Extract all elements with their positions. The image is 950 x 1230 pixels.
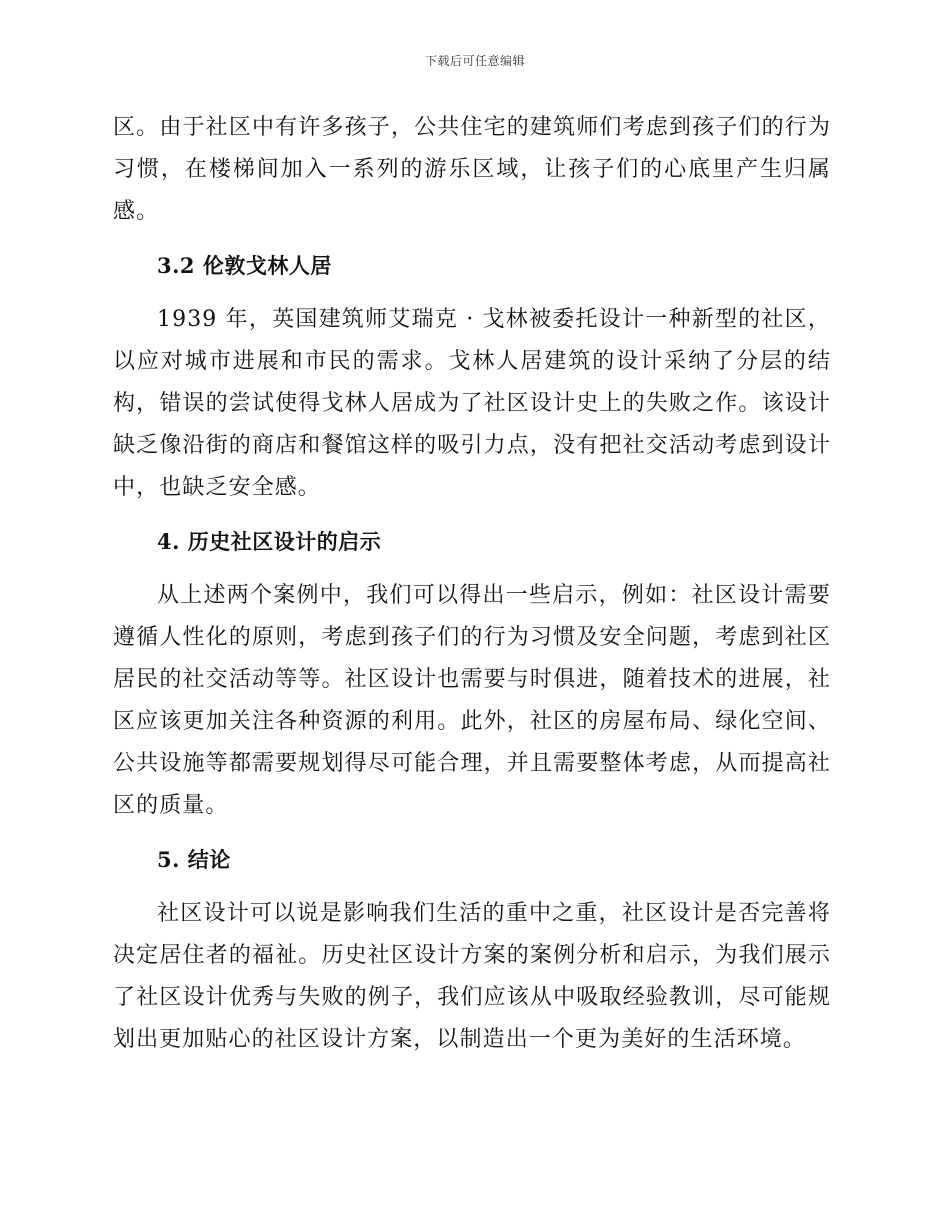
paragraph-4: 从上述两个案例中，我们可以得出一些启示，例如：社区设计需要遵循人性化的原则，考虑到孩子们的行为习惯及安全问题，考虑到社区居民的社交活动等等。社区设计也需要与时俱进，随着技术的进展，社区应该更加关注各种资源的利用。此外，社区的房屋布局、绿化空间、公共设施等都需要规划得尽可能合理，并且需要整体考虑，从而提高社区的质量。: [113, 583, 831, 818]
spacer: [113, 287, 831, 299]
paragraph-3-2: 1939 年，英国建筑师艾瑞克 · 戈林被委托设计一种新型的社区，以应对城市进展和市民的需求。戈林人居建筑的设计采纳了分层的结构，错误的尝试使得戈林人居成为了社区设计史上的失败之作。该设计缺乏像沿街的商店和餐馆这样的吸引力点，没有把社交活动考虑到设计中，也缺乏安全感。: [113, 307, 831, 500]
spacer: [113, 233, 831, 245]
document-body: [113, 107, 831, 1061]
spacer: [113, 563, 831, 575]
paragraph-5: 社区设计可以说是影响我们生活的重中之重，社区设计是否完善将决定居住者的福祉。历史社区设计方案的案例分析和启示，为我们展示了社区设计优秀与失败的例子，我们应该从中吸取经验教训，尽可能规划出更加贴心的社区设计方案，以制造出一个更为美好的生活环境。: [113, 901, 831, 1052]
section-heading-4: 4. 历史社区设计的启示: [157, 529, 382, 554]
page-header: 下载后可任意编辑: [424, 54, 525, 68]
spacer: [113, 509, 831, 521]
spacer: [113, 881, 831, 893]
paragraph-continued: 区。由于社区中有许多孩子，公共住宅的建筑师们考虑到孩子们的行为习惯，在楼梯间加入一系列的游乐区域，让孩子们的心底里产生归属感。: [113, 115, 831, 224]
section-heading-3-2: 3.2 伦敦戈林人居: [157, 253, 332, 278]
spacer: [113, 827, 831, 839]
section-heading-5: 5. 结论: [157, 847, 231, 872]
